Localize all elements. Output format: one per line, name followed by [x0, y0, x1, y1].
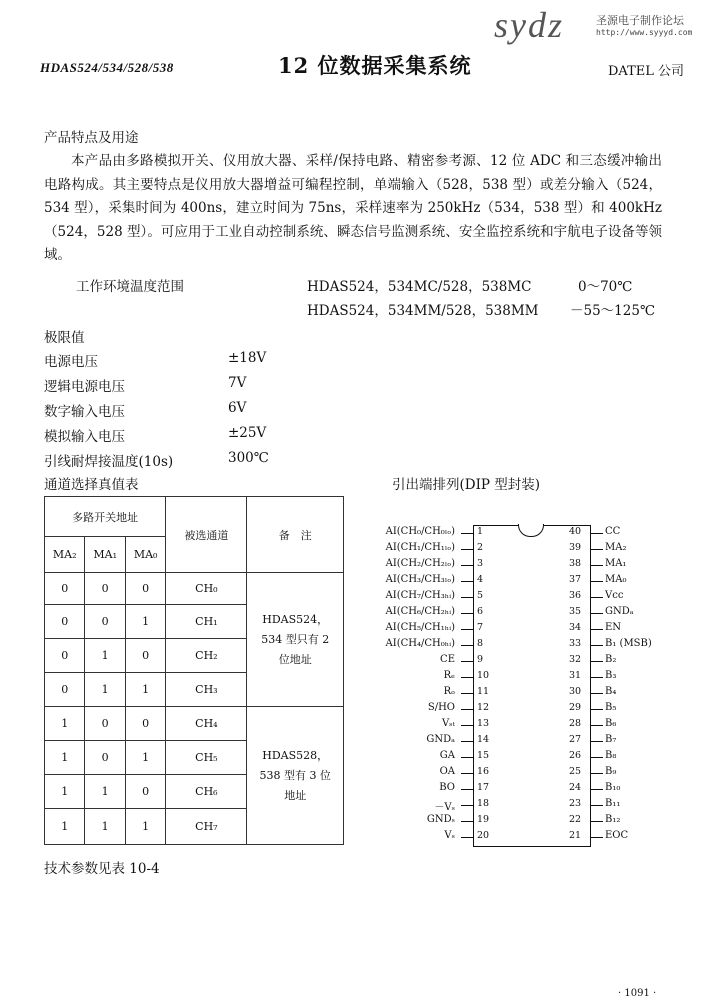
cell: CH₅: [166, 741, 247, 775]
cell: 1: [85, 775, 125, 809]
pin-number: 40: [569, 526, 582, 537]
pin-lead: [591, 757, 603, 758]
pin-label-left: AI(CH₀/CH₀ₗₒ): [385, 526, 455, 537]
pin-label-left: AI(CH₅/CH₁ₕᵢ): [385, 622, 455, 633]
pin-number: 1: [477, 526, 484, 537]
pin-number: 12: [477, 702, 490, 713]
col-ma2: MA₂: [45, 537, 85, 573]
cell: CH₇: [166, 809, 247, 845]
cell: CH₀: [166, 573, 247, 605]
cell: CH₃: [166, 673, 247, 707]
pin-label-left: GA: [439, 750, 455, 761]
cell: 1: [45, 707, 85, 741]
pin-label-right: B₉: [605, 766, 617, 777]
pin-number: 9: [477, 654, 484, 665]
page-title: 12 位数据采集系统: [278, 53, 472, 78]
pin-number: 28: [569, 718, 582, 729]
pin-number: 4: [477, 574, 484, 585]
pin-number: 17: [477, 782, 490, 793]
pin-label-right: B₁ (MSB): [605, 638, 652, 649]
table-row: [45, 707, 344, 741]
cell: 1: [45, 775, 85, 809]
logo-url-text: http://www.syyyd.com: [596, 28, 693, 37]
cell: 1: [45, 741, 85, 775]
col-ma1: MA₁: [85, 537, 125, 573]
pin-number: 5: [477, 590, 484, 601]
pin-number: 27: [569, 734, 582, 745]
pinout-heading: 引出端排列(DIP 型封装): [392, 477, 541, 493]
footer-note: 技术参数见表 10-4: [44, 861, 160, 877]
pin-number: 19: [477, 814, 490, 825]
cell: 0: [125, 639, 165, 673]
pin-number: 15: [477, 750, 490, 761]
temp-model-1: HDAS524，534MC/528，538MC: [307, 279, 532, 295]
pin-label-left: AI(CH₇/CH₃ₕᵢ): [385, 590, 455, 601]
limit-name: 引线耐焊接温度(10s): [44, 454, 174, 470]
limit-value: 6V: [228, 400, 247, 416]
cell: 1: [125, 809, 165, 845]
pin-label-left: S/HO: [427, 702, 455, 713]
pin-number: 37: [569, 574, 582, 585]
pin-label-left: AI(CH₄/CH₀ₕᵢ): [385, 638, 455, 649]
cell: 0: [45, 573, 85, 605]
pin-lead: [591, 821, 603, 822]
pin-number: 2: [477, 542, 484, 553]
pin-label-left: GNDₐ: [426, 734, 455, 745]
pin-lead: [461, 789, 473, 790]
pin-label-left: AI(CH₆/CH₂ₕᵢ): [385, 606, 455, 617]
pin-label-left: Vₛ: [444, 830, 455, 841]
pin-label-right: B₁₁: [605, 798, 621, 809]
pin-label-right: Vcc: [605, 590, 624, 601]
pin-label-right: B₆: [605, 718, 617, 729]
limit-value: 300℃: [228, 450, 269, 466]
pin-number: 6: [477, 606, 484, 617]
limit-name: 数字输入电压: [44, 404, 125, 420]
pin-label-right: EN: [605, 622, 622, 633]
note-2: HDAS528，538 型有 3 位地址: [247, 707, 344, 845]
pin-label-left: AI(CH₂/CH₂ₗₒ): [385, 558, 455, 569]
pin-number: 24: [569, 782, 582, 793]
pin-lead: [591, 677, 603, 678]
pin-number: 23: [569, 798, 582, 809]
pin-number: 22: [569, 814, 582, 825]
cell: 1: [85, 639, 125, 673]
cell: 1: [125, 673, 165, 707]
pin-label-right: B₂: [605, 654, 617, 665]
pin-label-left: Vₛₜ: [441, 718, 455, 729]
pin-number: 20: [477, 830, 490, 841]
pin-number: 21: [569, 830, 582, 841]
package-notch: [518, 524, 544, 537]
pin-number: 31: [569, 670, 582, 681]
pin-label-right: CC: [605, 526, 621, 537]
pin-lead: [461, 581, 473, 582]
page-number: · 1091 ·: [618, 988, 657, 999]
pin-number: 14: [477, 734, 490, 745]
pin-label-left: －Vₛ: [434, 802, 455, 813]
pin-label-right: B₈: [605, 750, 617, 761]
pin-label-left: GNDₛ: [426, 814, 455, 825]
pin-number: 35: [569, 606, 582, 617]
pin-lead: [591, 741, 603, 742]
pin-lead: [591, 725, 603, 726]
pin-lead: [461, 629, 473, 630]
limit-value: ±25V: [228, 425, 267, 441]
pin-label-left: OA: [439, 766, 455, 777]
pin-number: 33: [569, 638, 582, 649]
pin-number: 3: [477, 558, 484, 569]
pin-number: 32: [569, 654, 582, 665]
pin-number: 16: [477, 766, 490, 777]
limit-name: 电源电压: [44, 354, 98, 370]
pin-lead: [591, 533, 603, 534]
pin-lead: [591, 805, 603, 806]
pin-number: 39: [569, 542, 582, 553]
pin-label-left: BO: [439, 782, 455, 793]
cell: 0: [125, 707, 165, 741]
header-models: HDAS524/534/528/538: [40, 60, 174, 75]
logo-cn-text: 圣源电子制作论坛: [596, 14, 684, 27]
pin-lead: [461, 741, 473, 742]
pin-label-right: B₇: [605, 734, 617, 745]
cell: 1: [85, 809, 125, 845]
pin-lead: [461, 709, 473, 710]
group-header: 多路开关地址: [45, 497, 166, 537]
cell: 0: [85, 707, 125, 741]
pin-number: 38: [569, 558, 582, 569]
cell: 1: [125, 605, 165, 639]
pin-number: 7: [477, 622, 484, 633]
pin-number: 10: [477, 670, 490, 681]
pin-label-right: B₁₀: [605, 782, 621, 793]
pin-lead: [461, 533, 473, 534]
pin-label-left: AI(CH₁/CH₁ₗₒ): [385, 542, 455, 553]
cell: CH₁: [166, 605, 247, 639]
pin-lead: [461, 645, 473, 646]
note-header: 备 注: [247, 497, 344, 573]
limit-name: 逻辑电源电压: [44, 379, 125, 395]
features-heading: 产品特点及用途: [44, 130, 139, 146]
cell: 0: [85, 605, 125, 639]
cell: CH₄: [166, 707, 247, 741]
cell: CH₆: [166, 775, 247, 809]
cell: 0: [85, 573, 125, 605]
temp-label: 工作环境温度范围: [76, 279, 184, 295]
pin-lead: [591, 549, 603, 550]
pin-label-right: B₄: [605, 686, 617, 697]
features-body: 本产品由多路模拟开关、仪用放大器、采样/保持电路、精密参考源、12 位 ADC 和三态缓冲输出电路构成。其主要特点是仪用放大器增益可编程控制，单端输入（528，538 型）或差分输入（524，534 型），采集时间为 400ns，建立时间为 75ns，采样速率为 250kHz（534，538 型）和 400kHz（524，528 型）。可应用于工业自动控制系统、瞬态信号监测系统、安全监控系统和宇航电子设备等领域。: [44, 153, 662, 263]
limits-heading: 极限值: [44, 330, 85, 346]
pin-lead: [461, 725, 473, 726]
pin-label-left: CE: [440, 654, 455, 665]
header-company: DATEL 公司: [608, 64, 685, 79]
pin-label-right: GNDₐ: [605, 606, 634, 617]
watermark-logo: [488, 4, 700, 50]
selected-header: 被选通道: [166, 497, 247, 573]
temp-range-2: －55～125℃: [570, 303, 656, 319]
cell: 0: [45, 605, 85, 639]
truth-table-heading: 通道选择真值表: [44, 477, 139, 493]
pin-number: 26: [569, 750, 582, 761]
cell: CH₂: [166, 639, 247, 673]
pin-lead: [591, 789, 603, 790]
limit-value: ±18V: [228, 350, 267, 366]
pin-number: 11: [477, 686, 490, 697]
cell: 1: [85, 673, 125, 707]
pin-lead: [461, 597, 473, 598]
pin-lead: [591, 613, 603, 614]
pin-lead: [591, 693, 603, 694]
pin-lead: [461, 565, 473, 566]
pin-number: 13: [477, 718, 490, 729]
pin-lead: [461, 677, 473, 678]
cell: 0: [85, 741, 125, 775]
pin-lead: [461, 805, 473, 806]
cell: 0: [45, 639, 85, 673]
pin-number: 25: [569, 766, 582, 777]
pin-number: 18: [477, 798, 490, 809]
pin-label-left: Rₑ: [443, 670, 455, 681]
cell: 1: [45, 809, 85, 845]
pin-lead: [461, 661, 473, 662]
cell: 0: [45, 673, 85, 707]
pin-lead: [461, 613, 473, 614]
pin-label-right: EOC: [605, 830, 629, 841]
pin-lead: [591, 565, 603, 566]
pin-lead: [591, 661, 603, 662]
pin-lead: [591, 597, 603, 598]
pin-lead: [591, 645, 603, 646]
pin-label-left: AI(CH₃/CH₃ₗₒ): [385, 574, 455, 585]
limit-value: 7V: [228, 375, 247, 391]
temp-model-2: HDAS524，534MM/528，538MM: [307, 303, 539, 319]
limit-name: 模拟输入电压: [44, 429, 125, 445]
pin-lead: [461, 837, 473, 838]
truth-table: [44, 496, 344, 845]
cell: 0: [125, 775, 165, 809]
pin-lead: [591, 773, 603, 774]
table-row: [45, 573, 344, 605]
pin-label-right: B₃: [605, 670, 617, 681]
pin-label-right: MA₂: [605, 542, 627, 553]
pin-label-right: B₅: [605, 702, 617, 713]
cell: 0: [125, 573, 165, 605]
note-1: HDAS524，534 型只有 2 位地址: [247, 573, 344, 707]
col-ma0: MA₀: [125, 537, 165, 573]
logo-mark: sydz: [494, 5, 564, 45]
cell: 1: [125, 741, 165, 775]
pin-label-right: MA₁: [605, 558, 627, 569]
pin-lead: [591, 581, 603, 582]
pin-number: 30: [569, 686, 582, 697]
pin-label-left: Rₒ: [443, 686, 455, 697]
pin-number: 36: [569, 590, 582, 601]
pin-lead: [461, 693, 473, 694]
pin-number: 8: [477, 638, 484, 649]
pin-label-right: B₁₂: [605, 814, 621, 825]
pin-lead: [461, 549, 473, 550]
pin-lead: [591, 837, 603, 838]
pin-label-right: MA₀: [605, 574, 627, 585]
pin-lead: [591, 629, 603, 630]
pin-lead: [461, 757, 473, 758]
pin-lead: [591, 709, 603, 710]
pin-number: 34: [569, 622, 582, 633]
pin-lead: [461, 773, 473, 774]
pin-number: 29: [569, 702, 582, 713]
pin-lead: [461, 821, 473, 822]
temp-range-1: 0～70℃: [578, 279, 633, 295]
